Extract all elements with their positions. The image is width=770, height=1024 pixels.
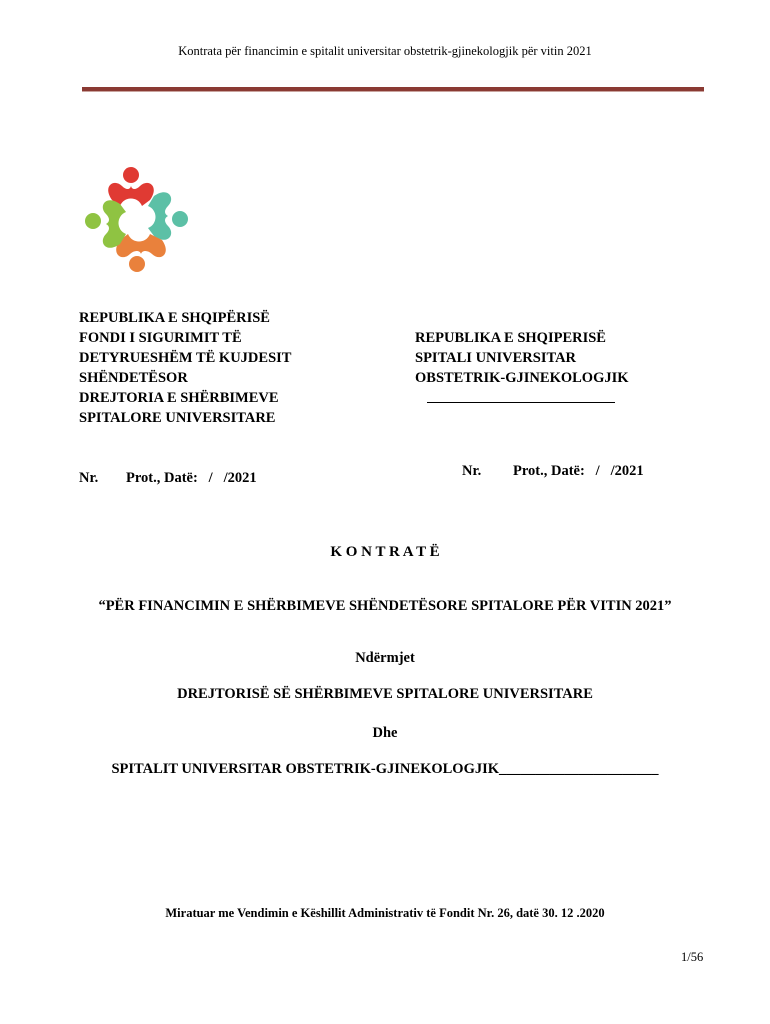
left-nr: Nr. — [79, 470, 99, 486]
contract-subtitle: “PËR FINANCIMIN E SHËRBIMEVE SHËNDETËSORE SPITALORE PËR VITIN 2021” — [98, 598, 672, 614]
logo-teal-heart — [148, 192, 171, 240]
page-number: 1/56 — [681, 950, 704, 964]
right-nr: Nr. — [462, 463, 482, 479]
issuer-line: SPITALORE UNIVERSITARE — [79, 410, 276, 426]
between-label: Ndërmjet — [355, 650, 415, 666]
logo-orange-head — [129, 256, 145, 272]
issuer-line: DETYRUESHËM TË KUJDESIT — [79, 350, 292, 366]
recipient-blank-line — [427, 402, 615, 403]
party-one: DREJTORISË SË SHËRBIMEVE SPITALORE UNIVERSITARE — [177, 686, 593, 702]
issuer-line: REPUBLIKA E SHQIPËRISË — [79, 310, 270, 326]
recipient-line: REPUBLIKA E SHQIPERISË — [415, 330, 606, 346]
recipient-line: SPITALI UNIVERSITAR — [415, 350, 577, 366]
issuer-line: DREJTORIA E SHËRBIMEVE — [79, 390, 279, 406]
logo-teal-head — [172, 211, 188, 227]
contract-title: K O N T R A T Ë — [330, 544, 440, 560]
issuer-block — [79, 308, 291, 428]
approval-note: Miratuar me Vendimin e Këshillit Administrativ të Fondit Nr. 26, datë 30. 12 .2020 — [165, 906, 605, 920]
right-prot-date: Prot., Datë: / /2021 — [513, 463, 644, 479]
issuer-line: FONDI I SIGURIMIT TË — [79, 330, 242, 346]
people-hearts-logo — [84, 166, 192, 274]
recipient-block — [415, 328, 629, 388]
issuer-line: SHËNDETËSOR — [79, 370, 188, 386]
logo-green-head — [85, 213, 101, 229]
party-two: SPITALIT UNIVERSITAR OBSTETRIK-GJINEKOLOGJIK______________________ — [111, 761, 659, 777]
recipient-line: OBSTETRIK-GJINEKOLOGJIK — [415, 370, 629, 386]
left-prot-date: Prot., Datë: / /2021 — [126, 470, 257, 486]
running-header: Kontrata për financimin e spitalit universitar obstetrik-gjinekologjik për vitin 2021 — [178, 44, 592, 58]
logo-red-head — [123, 167, 139, 183]
and-label: Dhe — [372, 725, 398, 741]
header-rule — [82, 87, 704, 92]
